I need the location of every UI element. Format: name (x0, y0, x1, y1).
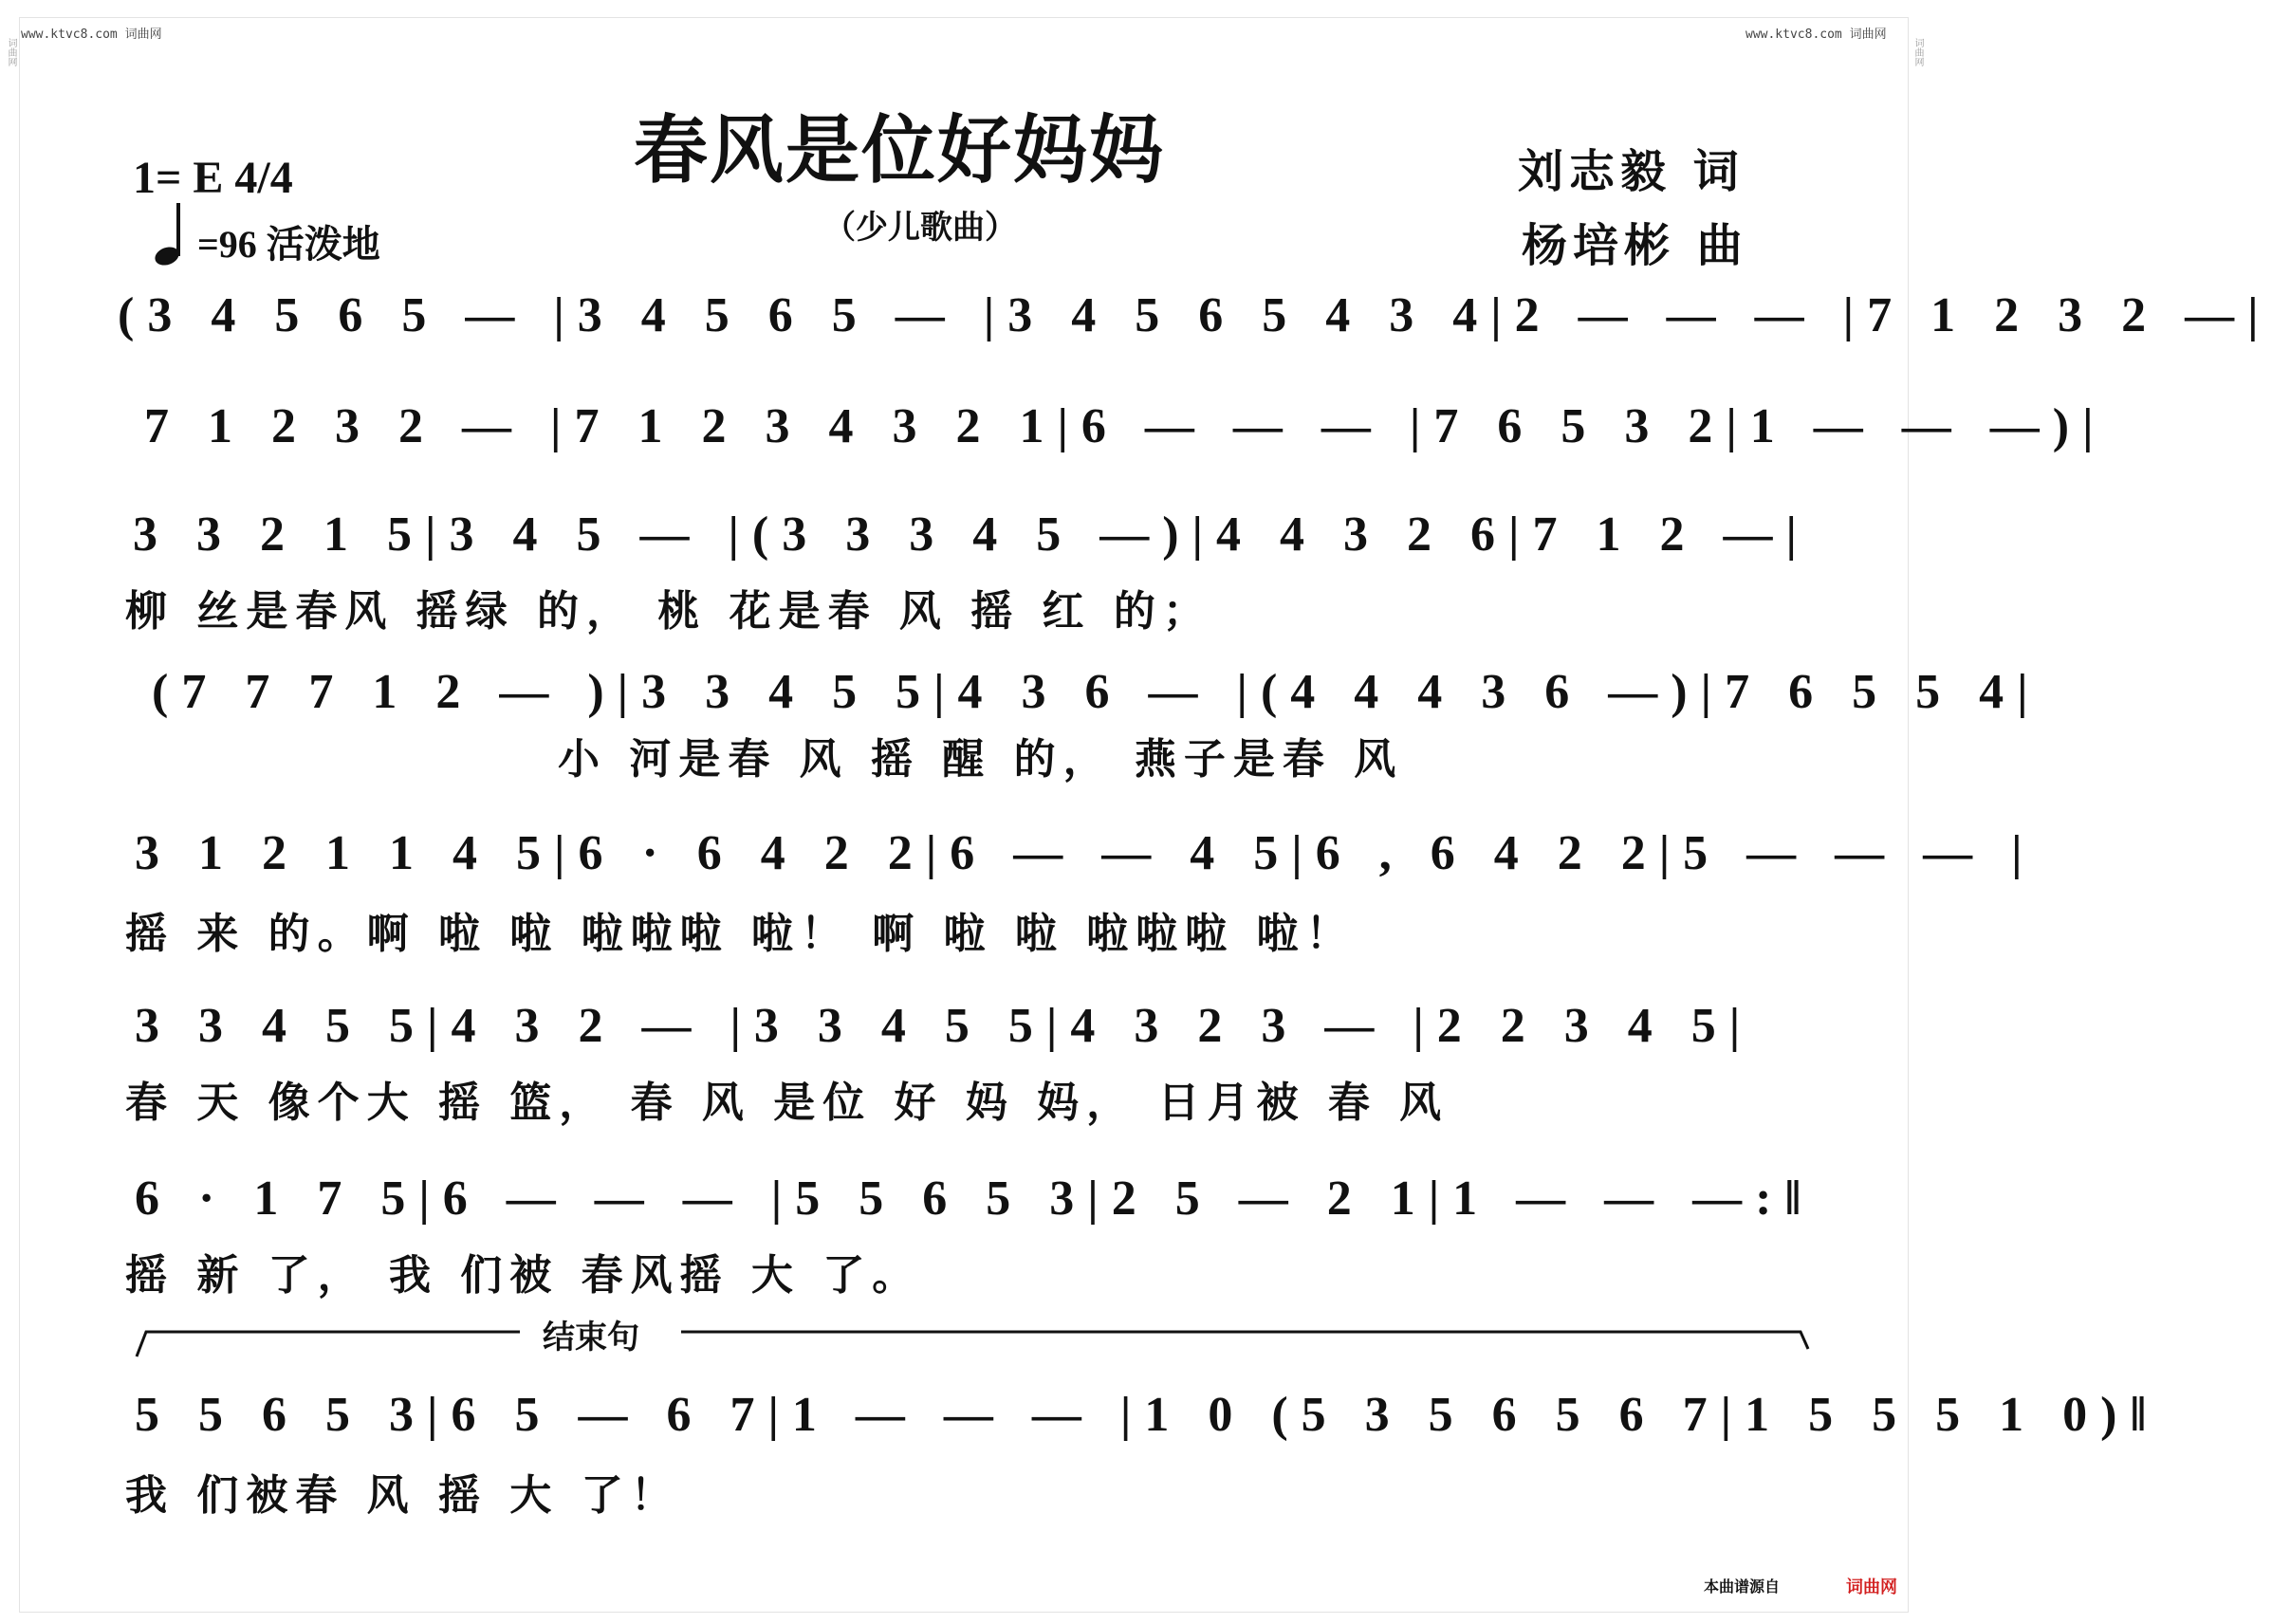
key-signature: 1= E 4/4 (133, 153, 293, 203)
footer-site-link[interactable]: 词曲网 (1846, 1578, 1897, 1597)
tempo-marking: =96 活泼地 (197, 223, 380, 266)
ending-label: 结束句 (543, 1319, 639, 1356)
score-line-2-notes: 7 1 2 3 2 — |7 1 2 3 4 3 2 1|6 — — — |7 6 5 3 2|1 — — —)| (144, 399, 2107, 453)
score-line-7-notes: 6 · 1 7 5|6 — — — |5 5 6 5 3|2 5 — 2 1|1 — — —:‖ (135, 1172, 1815, 1226)
score-line-7-lyrics: 摇 新 了， 我 们被 春风摇 大 了。 (125, 1251, 922, 1300)
score-line-5-notes: 3 1 2 1 1 4 5|6 · 6 4 2 2|6 — — 4 5|6 , 6 4 2 2|5 — — — | (135, 826, 2036, 880)
song-title: 春风是位好妈妈 (634, 107, 1166, 194)
watermark-left: www.ktvc8.com 词曲网 (21, 28, 162, 42)
watermark-right: www.ktvc8.com 词曲网 (1746, 28, 1887, 42)
side-mark-right: 词曲网 (1912, 38, 1923, 66)
composer-credit: 杨培彬 曲 (1522, 219, 1748, 272)
ending-bracket (131, 1309, 1810, 1366)
score-line-5-lyrics: 摇 来 的。啊 啦 啦 啦啦啦 啦！ 啊 啦 啦 啦啦啦 啦！ (125, 910, 1356, 958)
score-line-8-notes: 5 5 6 5 3|6 5 — 6 7|1 — — — |1 0 (5 3 5 6 5 6 7|1 5 5 5 1 0)‖ (135, 1388, 2160, 1442)
score-line-6-lyrics: 春 天 像个大 摇 篮， 春 风 是位 好 妈 妈， 日月被 春 风 (125, 1079, 1450, 1127)
score-line-4-notes: (7 7 7 1 2 — )|3 3 4 5 5|4 3 6 — |(4 4 4 3 6 —)|7 6 5 5 4| (152, 665, 2041, 719)
score-line-3-notes: 3 3 2 1 5|3 4 5 — |(3 3 3 4 5 —)|4 4 3 2 6|7 1 2 —| (133, 508, 1810, 562)
score-line-4-lyrics: 小 河是春 风 摇 醒 的， 燕子是春 风 (558, 735, 1404, 784)
footer-source: 本曲谱源自 (1704, 1578, 1781, 1596)
lyricist-credit: 刘志毅 词 (1518, 145, 1745, 198)
score-line-3-lyrics: 柳 丝是春风 摇绿 的， 桃 花是春 风 摇 红 的； (125, 587, 1212, 636)
quarter-note-icon (152, 201, 199, 268)
song-subtitle: （少儿歌曲） (823, 209, 1017, 247)
score-line-1-notes: (3 4 5 6 5 — |3 4 5 6 5 — |3 4 5 6 5 4 3 4|2 — — — |7 1 2 3 2 —| (118, 288, 2272, 342)
score-line-6-notes: 3 3 4 5 5|4 3 2 — |3 3 4 5 5|4 3 2 3 — |2 2 3 4 5| (135, 999, 1754, 1053)
side-mark-left: 词曲网 (6, 38, 16, 66)
score-line-8-lyrics: 我 们被春 风 摇 大 了！ (125, 1471, 680, 1520)
